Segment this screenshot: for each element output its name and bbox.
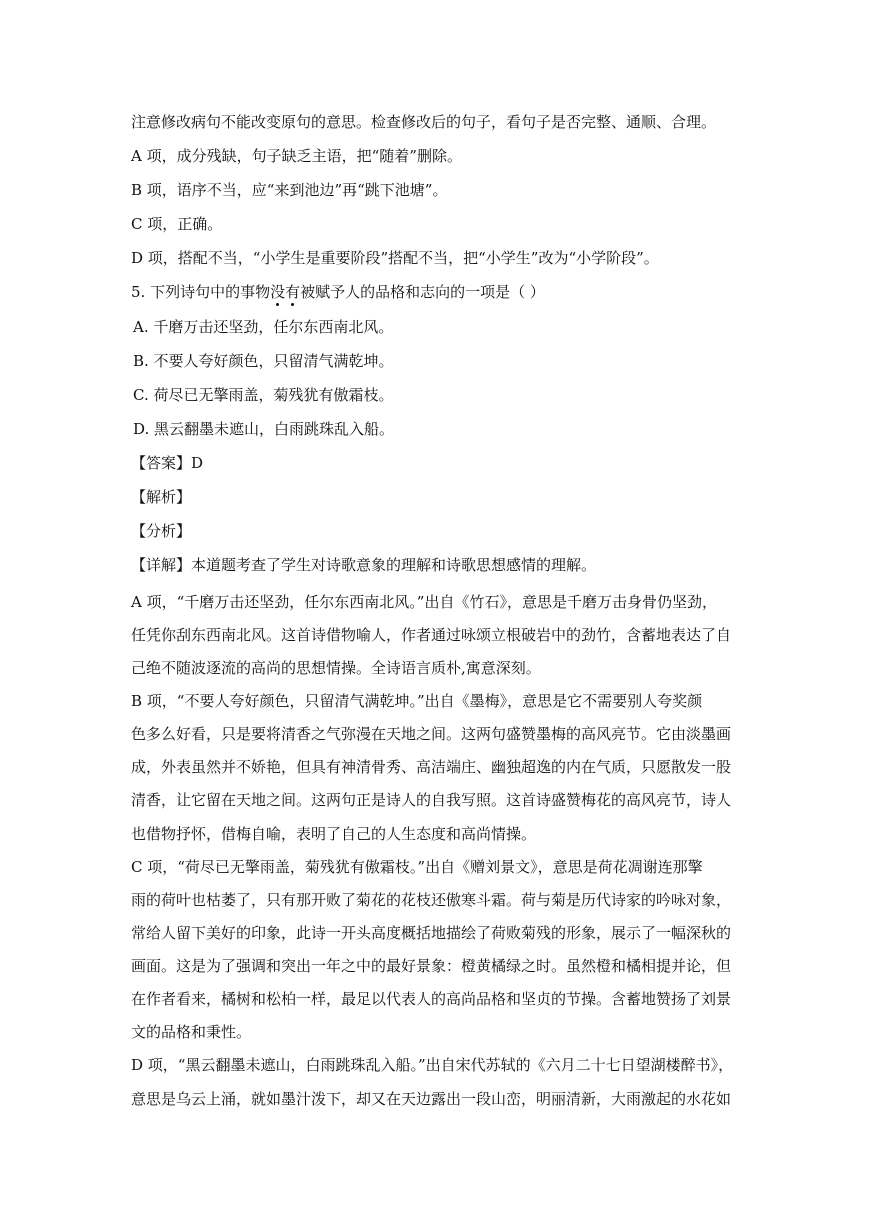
text-line: A 项，“千磨万击还坚劲，任尔东西南北风。”出自《竹石》，意思是千磨万击身骨仍坚劲， <box>131 593 717 611</box>
text-line: 雨的荷叶也枯萎了，只有那开败了菊花的花枝还傲寒斗霜。荷与菊是历代诗家的吟咏对象， <box>131 891 732 909</box>
breakdown-heading: 【分析】 <box>131 522 192 540</box>
question-text-post: 被赋予人的品格和志向的一项是（ ） <box>300 283 545 301</box>
text-line: 清香，让它留在天地之间。这两句正是诗人的自我写照。这首诗盛赞梅花的高风亮节，诗人 <box>131 791 732 809</box>
analysis-heading: 【解析】 <box>131 488 192 506</box>
option-d: D. 黑云翻墨未遮山，白雨跳珠乱入船。 <box>133 420 395 438</box>
question-text-pre: 5. 下列诗句中的事物 <box>131 283 271 301</box>
option-a: A. 千磨万击还坚劲，任尔东西南北风。 <box>133 318 394 336</box>
text-line: 色多么好看，只是要将清香之气弥漫在天地之间。这两句盛赞墨梅的高风亮节。它由淡墨画 <box>131 725 732 743</box>
text-line: D 项，搭配不当，“小学生是重要阶段”搭配不当，把“小学生”改为“小学阶段”。 <box>131 249 659 267</box>
text-line: C 项，“荷尽已无擎雨盖，菊残犹有傲霜枝。”出自《赠刘景文》，意思是荷花凋谢连那擎 <box>131 858 703 876</box>
text-line: 己绝不随波逐流的高尚的思想情操。全诗语言质朴,寓意深刻。 <box>131 659 541 677</box>
text-line: B 项，“不要人夸好颜色，只留清气满乾坤。”出自《墨梅》，意思是它不需要别人夸奖颜 <box>131 692 703 710</box>
text-line: A 项，成分残缺，句子缺乏主语，把“随着”删除。 <box>131 147 462 165</box>
text-line: 注意修改病句不能改变原句的意思。检查修改后的句子，看句子是否完整、通顺、合理。 <box>131 113 717 131</box>
emphasis-char: 没 <box>270 283 286 301</box>
text-line: 成，外表虽然并不娇艳，但具有神清骨秀、高洁端庄、幽独超逸的内在气质，只愿散发一股 <box>131 758 732 776</box>
text-line: 画面。这是为了强调和突出一年之中的最好景象：橙黄橘绿之时。虽然橙和橘相提并论，但 <box>131 957 732 975</box>
text-line: 常给人留下美好的印象，此诗一开头高度概括地描绘了荷败菊残的形象，展示了一幅深秋的 <box>131 924 732 942</box>
answer-label: 【答案】D <box>131 454 204 472</box>
text-line: 文的品格和秉性。 <box>131 1023 252 1041</box>
question-stem <box>131 282 545 302</box>
text-line: 也借物抒怀，借梅自喻，表明了自己的人生态度和高尚情操。 <box>131 825 537 843</box>
text-line: 任凭你刮东西南北风。这首诗借物喻人，作者通过咏颂立根破岩中的劲竹，含蓄地表达了自 <box>131 626 732 644</box>
emphasis-char: 有 <box>285 283 301 301</box>
option-c: C. 荷尽已无擎雨盖，菊残犹有傲霜枝。 <box>133 386 394 404</box>
text-line: 在作者看来，橘树和松柏一样，最足以代表人的高尚品格和坚贞的节操。含蓄地赞扬了刘景 <box>131 990 732 1008</box>
text-line: B 项，语序不当，应“来到池边”再“跳下池塘”。 <box>131 181 448 199</box>
text-line: 【详解】本道题考查了学生对诗歌意象的理解和诗歌思想感情的理解。 <box>131 556 597 574</box>
text-line: C 项，正确。 <box>131 215 223 233</box>
text-line: D 项，“黑云翻墨未遮山，白雨跳珠乱入船。”出自宋代苏轼的《六月二十七日望湖楼醉书》， <box>131 1056 734 1074</box>
option-b: B. 不要人夸好颜色，只留清气满乾坤。 <box>133 352 394 370</box>
text-line: 意思是乌云上涌，就如墨汁泼下，却又在天边露出一段山峦，明丽清新，大雨激起的水花如 <box>131 1090 732 1108</box>
